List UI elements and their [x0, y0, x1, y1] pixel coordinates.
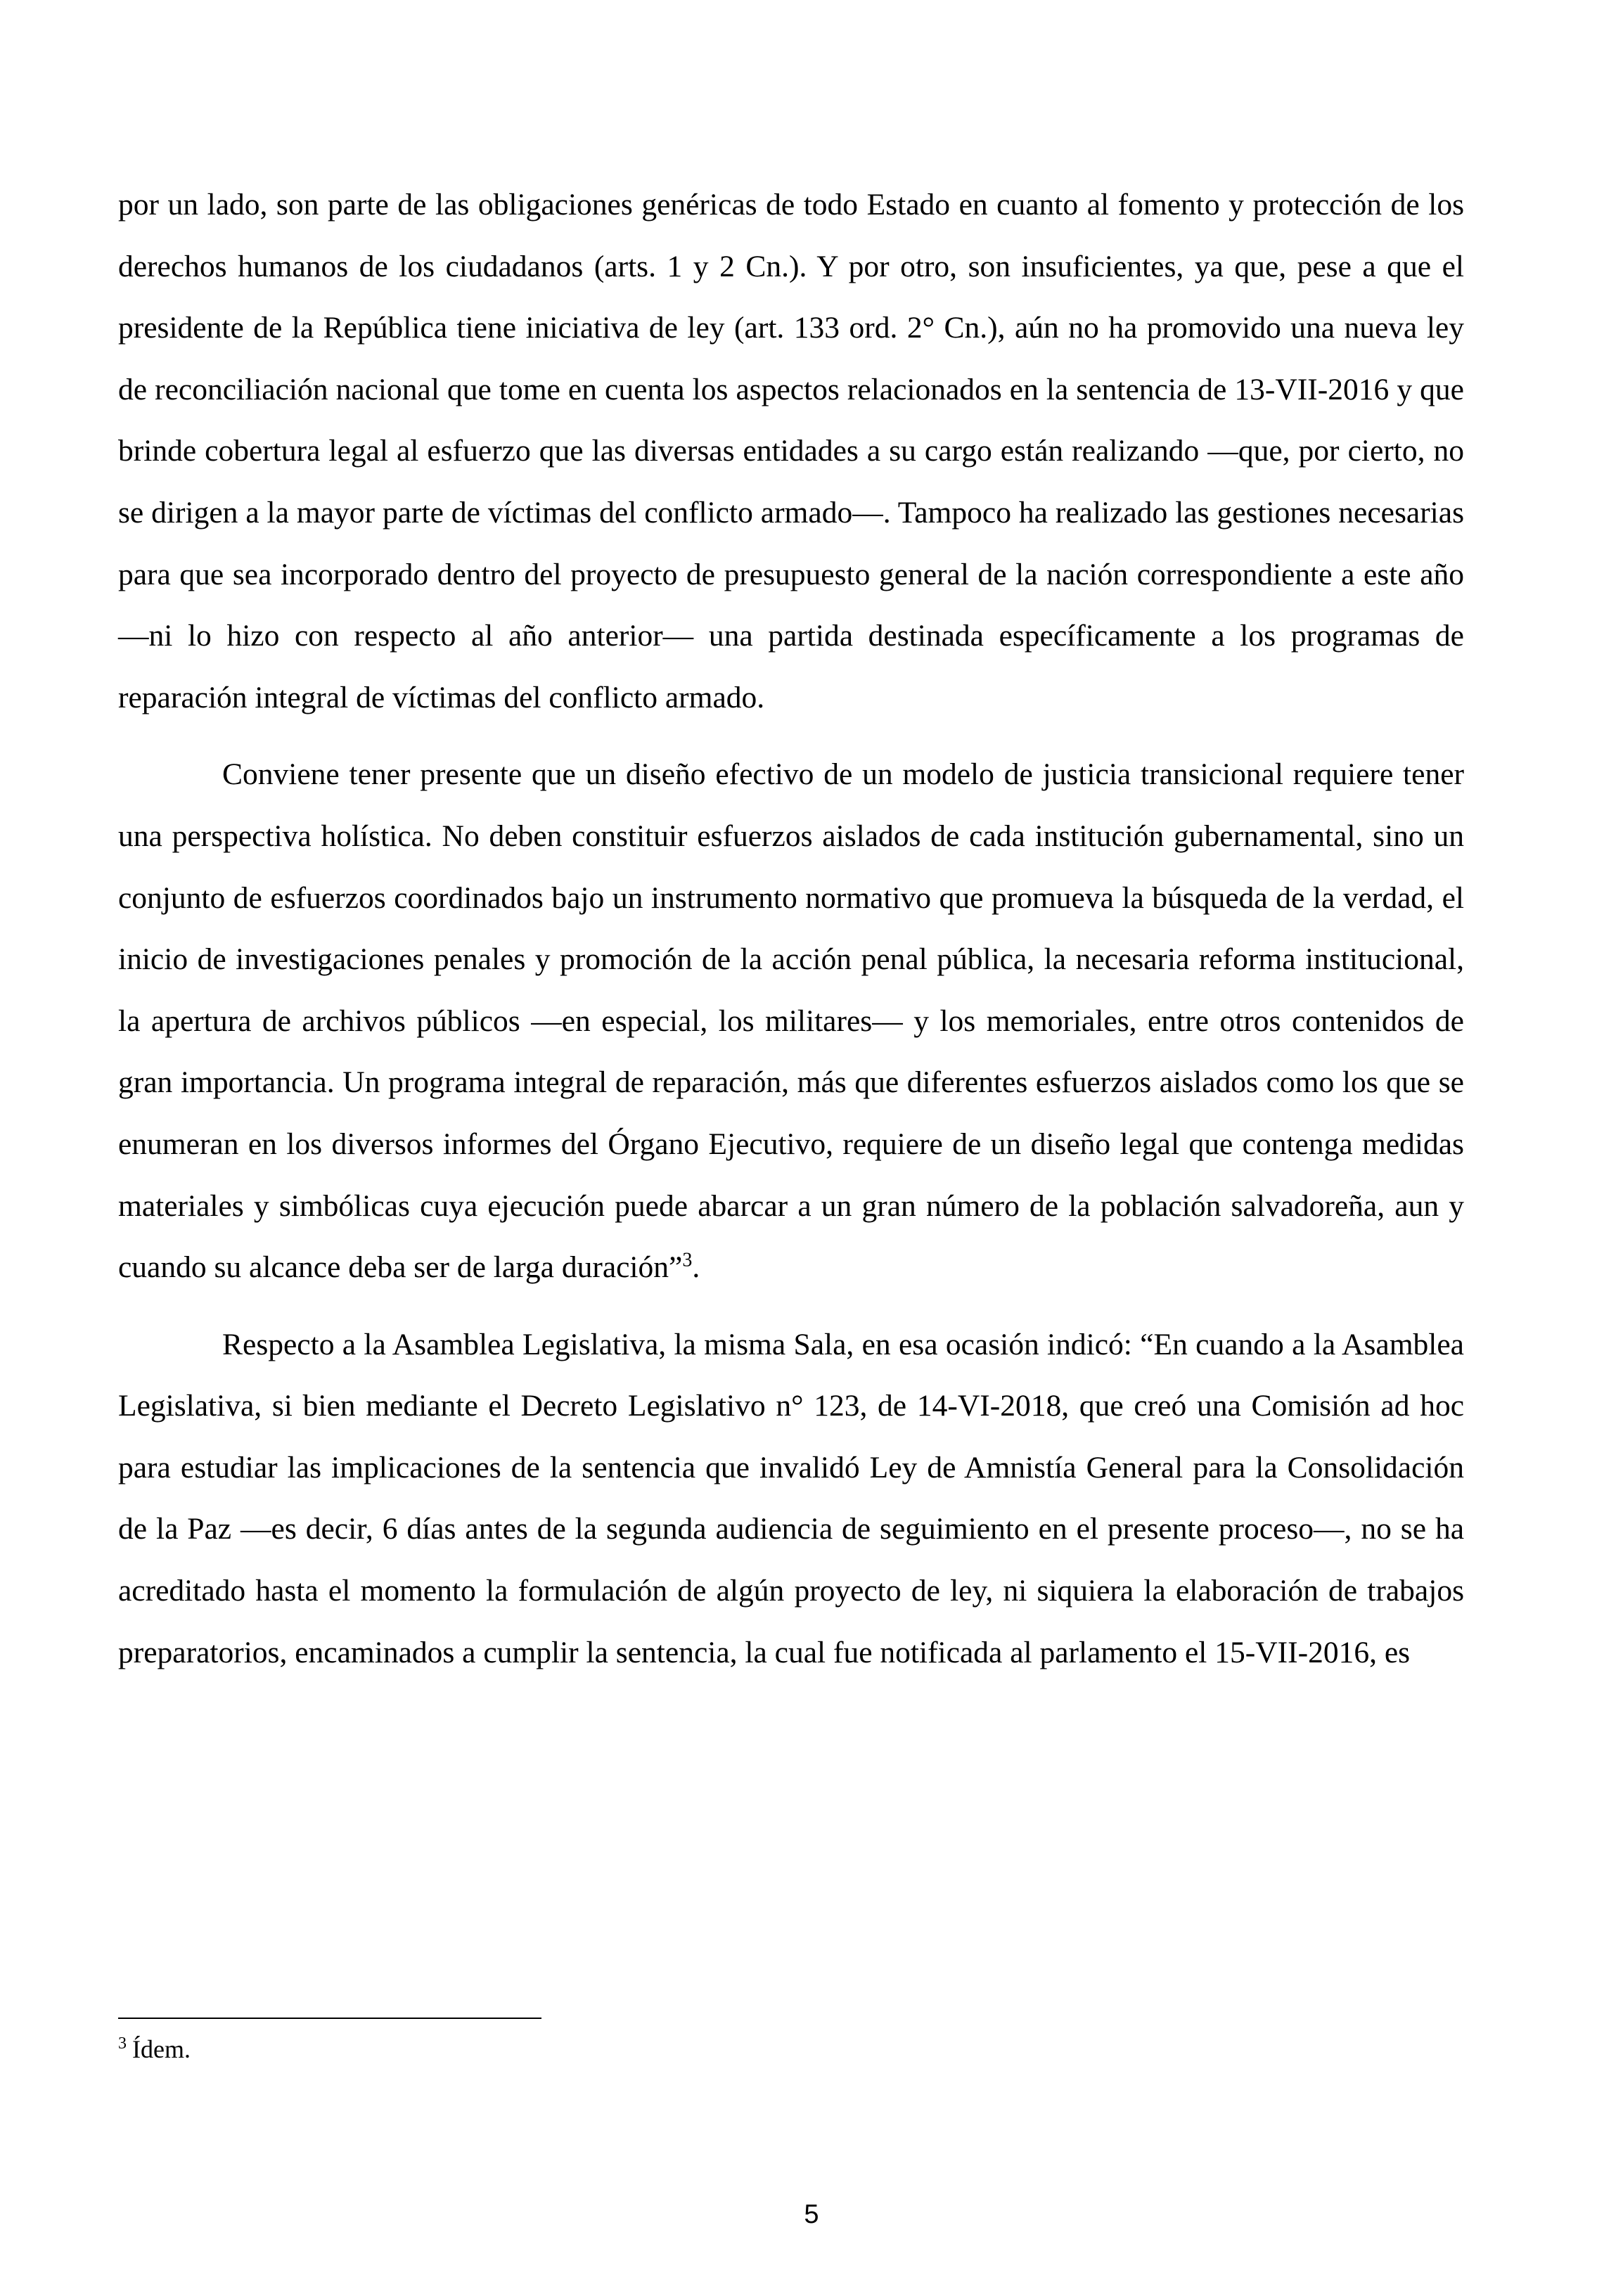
- paragraph-2-text: Conviene tener presente que un diseño efectivo de un modelo de justicia transicional requiere tener una perspectiva holística. No deben constituir esfuerzos aislados de cada institución gubernamental, sino un conjunto de esfuerzos coordinados bajo un instrumento normativo que promueva la búsqueda de la verdad, el inicio de investigaciones penales y promoción de la acción penal pública, la necesaria reforma institucional, la apertura de archivos públicos —en especial, los militares— y los memoriales, entre otros contenidos de gran importancia. Un programa integral de reparación, más que diferentes esfuerzos aislados como los que se enumeran en los diversos informes del Órgano Ejecutivo, requiere de un diseño legal que contenga medidas materiales y simbólicas cuya ejecución puede abarcar a un gran número de la población salvadoreña, aun y cuando su alcance deba ser de larga duración”: [118, 757, 1464, 1285]
- paragraph-3: Respecto a la Asamblea Legislativa, la misma Sala, en esa ocasión indicó: “En cuando a la Asamblea Legislativa, si bien mediante el Decreto Legislativo n° 123, de 14-VI-2018, que creó una Comisión ad hoc para estudiar las implicaciones de la sentencia que invalidó Ley de Amnistía General para la Consolidación de la Paz —es decir, 6 días antes de la segunda audiencia de seguimiento en el presente proceso—, no se ha acreditado hasta el momento la formulación de algún proyecto de ley, ni siquiera la elaboración de trabajos preparatorios, encaminados a cumplir la sentencia, la cual fue notificada al parlamento el 15-VII-2016, es: [118, 1327, 1464, 1669]
- footnote-reference: 3: [682, 1249, 693, 1271]
- body-text: [118, 174, 1464, 1683]
- paragraph-2-end: .: [692, 1250, 700, 1285]
- paragraph-2: [118, 744, 1464, 1298]
- paragraph-1: por un lado, son parte de las obligaciones genéricas de todo Estado en cuanto al fomento y protección de los derechos humanos de los ciudadanos (arts. 1 y 2 Cn.). Y por otro, son insuficientes, ya que, pese a que el presidente de la República tiene iniciativa de ley (art. 133 ord. 2° Cn.), aún no ha promovido una nueva ley de reconciliación nacional que tome en cuenta los aspectos relacionados en la sentencia de 13-VII-2016 y que brinde cobertura legal al esfuerzo que las diversas entidades a su cargo están realizando —que, por cierto, no se dirigen a la mayor parte de víctimas del conflicto armado—. Tampoco ha realizado las gestiones necesarias para que sea incorporado dentro del proyecto de presupuesto general de la nación correspondiente a este año —ni lo hizo con respecto al año anterior— una partida destinada específicamente a los programas de reparación integral de víctimas del conflicto armado.: [118, 188, 1464, 714]
- footnote-number: 3: [118, 2034, 127, 2053]
- page-number: 5: [804, 2200, 819, 2229]
- footnote-separator: [118, 2018, 541, 2019]
- footnote-text: Ídem.: [132, 2035, 191, 2063]
- footnote: [118, 2034, 191, 2065]
